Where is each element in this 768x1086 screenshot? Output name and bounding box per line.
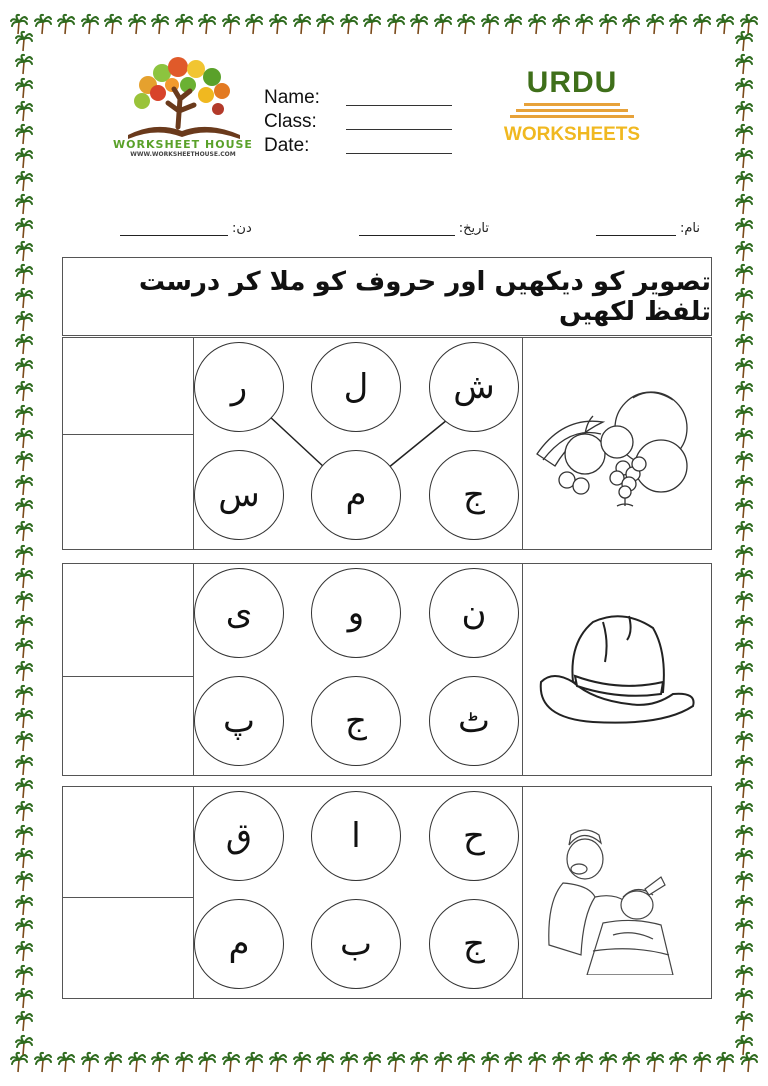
palm-tree-icon [735, 800, 753, 822]
palm-tree-icon [735, 474, 753, 496]
palm-tree-icon [15, 1034, 33, 1056]
picture-panel [522, 787, 711, 998]
name-field[interactable] [346, 93, 452, 106]
letter-circle[interactable]: ا [311, 791, 401, 881]
palm-tree-icon [15, 170, 33, 192]
class-field[interactable] [346, 117, 452, 130]
palm-tree-icon [735, 1034, 753, 1056]
palm-border-bottom [10, 1048, 758, 1076]
letter-circle[interactable]: س [194, 450, 284, 540]
palm-tree-icon [735, 940, 753, 962]
brand-worksheets: WORKSHEETS [503, 124, 641, 145]
palm-tree-icon [575, 1051, 593, 1073]
palm-tree-icon [735, 427, 753, 449]
hat-icon [533, 582, 701, 752]
letter-circle[interactable]: ش [429, 342, 519, 432]
palm-tree-icon [15, 870, 33, 892]
palm-tree-icon [340, 1051, 358, 1073]
palm-tree-icon [151, 1051, 169, 1073]
letter-circle[interactable]: ج [429, 450, 519, 540]
palm-tree-icon [528, 1051, 546, 1073]
palm-tree-icon [363, 1051, 381, 1073]
palm-tree-icon [15, 590, 33, 612]
palm-tree-icon [15, 917, 33, 939]
palm-tree-icon [15, 380, 33, 402]
palm-tree-icon [15, 1010, 33, 1032]
palm-tree-icon [735, 614, 753, 636]
palm-tree-icon [735, 240, 753, 262]
palm-tree-icon [735, 567, 753, 589]
palm-tree-icon [735, 777, 753, 799]
palm-tree-icon [693, 1051, 711, 1073]
palm-tree-icon [735, 100, 753, 122]
palm-tree-icon [735, 333, 753, 355]
palm-tree-icon [646, 13, 664, 35]
name-row [264, 86, 452, 110]
palm-tree-icon [15, 217, 33, 239]
exercise-row-3 [62, 786, 712, 999]
palm-tree-icon [735, 730, 753, 752]
urdu-name-label: نام: [679, 221, 700, 236]
palm-tree-icon [735, 193, 753, 215]
palm-tree-icon [15, 987, 33, 1009]
palm-tree-icon [735, 590, 753, 612]
date-label: Date: [264, 135, 310, 156]
urdu-fields [120, 210, 700, 236]
palm-tree-icon [57, 1051, 75, 1073]
palm-tree-icon [128, 13, 146, 35]
class-row [264, 110, 452, 134]
palm-tree-icon [316, 1051, 334, 1073]
palm-tree-icon [15, 824, 33, 846]
palm-tree-icon [735, 964, 753, 986]
palm-tree-icon [410, 1051, 428, 1073]
palm-tree-icon [735, 824, 753, 846]
palm-tree-icon [15, 754, 33, 776]
palm-tree-icon [15, 497, 33, 519]
picture-panel [522, 564, 711, 775]
palm-tree-icon [15, 637, 33, 659]
letter-circle[interactable]: و [311, 568, 401, 658]
palm-tree-icon [198, 1051, 216, 1073]
urdu-worksheets-brand [492, 66, 652, 146]
worksheet-house-logo [118, 55, 250, 145]
palm-tree-icon [175, 1051, 193, 1073]
palm-tree-icon [175, 13, 193, 35]
palm-tree-icon [735, 53, 753, 75]
palm-tree-icon [151, 13, 169, 35]
exercise-row-1 [62, 337, 712, 550]
letter-circle[interactable]: ح [429, 791, 519, 881]
palm-tree-icon [293, 13, 311, 35]
urdu-name-field[interactable] [596, 210, 700, 236]
exercise-row-2 [62, 563, 712, 776]
palm-tree-icon [735, 847, 753, 869]
palm-tree-icon [622, 13, 640, 35]
letter-circle[interactable]: ر [194, 342, 284, 432]
letter-circle[interactable]: ن [429, 568, 519, 658]
palm-tree-icon [646, 1051, 664, 1073]
logo-url: WWW.WORKSHEETHOUSE.COM [130, 151, 236, 158]
palm-tree-icon [15, 940, 33, 962]
palm-tree-icon [528, 13, 546, 35]
palm-tree-icon [735, 544, 753, 566]
palm-tree-icon [245, 1051, 263, 1073]
palm-tree-icon [15, 427, 33, 449]
palm-tree-icon [735, 357, 753, 379]
palm-tree-icon [269, 13, 287, 35]
tree-icon [128, 57, 240, 139]
instruction-text: تصویر کو دیکھیں اور حروف کو ملا کر درست تلفظ لکھیں [138, 266, 711, 327]
palm-tree-icon [735, 497, 753, 519]
palm-tree-icon [15, 614, 33, 636]
palm-tree-icon [735, 147, 753, 169]
palm-tree-icon [735, 894, 753, 916]
palm-tree-icon [735, 917, 753, 939]
palm-tree-icon [15, 777, 33, 799]
palm-tree-icon [15, 450, 33, 472]
palm-tree-icon [15, 333, 33, 355]
urdu-day-field[interactable] [120, 210, 252, 236]
palm-tree-icon [15, 240, 33, 262]
name-label: Name: [264, 87, 320, 108]
palm-tree-icon [575, 13, 593, 35]
letter-circle[interactable]: م [311, 450, 401, 540]
palm-tree-icon [387, 13, 405, 35]
palm-tree-icon [735, 520, 753, 542]
letter-circle[interactable]: ج [429, 899, 519, 989]
urdu-date-label: تاریخ: [458, 221, 489, 236]
palm-tree-icon [15, 544, 33, 566]
palm-tree-icon [735, 30, 753, 52]
palm-tree-icon [735, 217, 753, 239]
palm-tree-icon [735, 1010, 753, 1032]
palm-tree-icon [457, 1051, 475, 1073]
palm-tree-icon [15, 77, 33, 99]
student-info [264, 86, 452, 158]
letter-circle[interactable]: ٹ [429, 676, 519, 766]
palm-tree-icon [457, 13, 475, 35]
palm-tree-icon [693, 13, 711, 35]
palm-tree-icon [128, 1051, 146, 1073]
palm-tree-icon [669, 1051, 687, 1073]
palm-tree-icon [15, 847, 33, 869]
palm-tree-icon [735, 287, 753, 309]
palm-tree-icon [735, 660, 753, 682]
palm-tree-icon [15, 357, 33, 379]
palm-tree-icon [57, 13, 75, 35]
palm-tree-icon [15, 404, 33, 426]
instruction-box [62, 257, 712, 336]
letter-circle[interactable]: ی [194, 568, 284, 658]
picture-panel [522, 338, 711, 549]
palm-tree-icon [245, 13, 263, 35]
palm-tree-icon [15, 147, 33, 169]
palm-tree-icon [735, 450, 753, 472]
palm-tree-icon [15, 520, 33, 542]
palm-tree-icon [599, 13, 617, 35]
palm-tree-icon [15, 53, 33, 75]
palm-tree-icon [481, 1051, 499, 1073]
palm-tree-icon [735, 754, 753, 776]
palm-tree-icon [222, 1051, 240, 1073]
date-row [264, 134, 452, 158]
logo-name: WORKSHEET HOUSE [113, 138, 253, 151]
palm-tree-icon [410, 13, 428, 35]
palm-tree-icon [363, 13, 381, 35]
palm-tree-icon [387, 1051, 405, 1073]
palm-tree-icon [622, 1051, 640, 1073]
letter-circle[interactable]: ب [311, 899, 401, 989]
palm-tree-icon [504, 1051, 522, 1073]
letter-circle[interactable]: م [194, 899, 284, 989]
letter-circle[interactable]: ق [194, 791, 284, 881]
palm-tree-icon [15, 894, 33, 916]
palm-tree-icon [15, 263, 33, 285]
palm-tree-icon [735, 637, 753, 659]
palm-tree-icon [735, 263, 753, 285]
palm-tree-icon [15, 123, 33, 145]
letter-circle[interactable]: پ [194, 676, 284, 766]
palm-tree-icon [15, 310, 33, 332]
palm-tree-icon [81, 1051, 99, 1073]
class-label: Class: [264, 111, 317, 132]
palm-tree-icon [198, 13, 216, 35]
palm-tree-icon [735, 310, 753, 332]
palm-border-top [10, 10, 758, 38]
palm-tree-icon [15, 30, 33, 52]
palm-tree-icon [222, 13, 240, 35]
palm-tree-icon [34, 13, 52, 35]
palm-tree-icon [15, 730, 33, 752]
palm-tree-icon [15, 660, 33, 682]
palm-tree-icon [434, 13, 452, 35]
answer-box[interactable] [63, 787, 194, 998]
palm-border-right [732, 30, 756, 1056]
palm-tree-icon [269, 1051, 287, 1073]
palm-tree-icon [735, 870, 753, 892]
palm-tree-icon [735, 170, 753, 192]
palm-tree-icon [735, 123, 753, 145]
brand-bars [492, 103, 652, 118]
urdu-date-field[interactable] [359, 210, 489, 236]
palm-tree-icon [735, 77, 753, 99]
palm-tree-icon [552, 1051, 570, 1073]
fruits-icon [533, 356, 701, 526]
palm-tree-icon [293, 1051, 311, 1073]
urdu-day-label: دن: [232, 221, 252, 236]
palm-tree-icon [15, 193, 33, 215]
palm-tree-icon [15, 287, 33, 309]
brand-urdu: URDU [526, 66, 618, 99]
answer-box[interactable] [63, 564, 194, 775]
palm-tree-icon [735, 380, 753, 402]
palm-tree-icon [15, 800, 33, 822]
palm-tree-icon [735, 987, 753, 1009]
palm-tree-icon [669, 13, 687, 35]
palm-tree-icon [15, 567, 33, 589]
palm-tree-icon [15, 474, 33, 496]
palm-tree-icon [15, 964, 33, 986]
palm-tree-icon [481, 13, 499, 35]
palm-tree-icon [434, 1051, 452, 1073]
palm-tree-icon [340, 13, 358, 35]
palm-tree-icon [735, 684, 753, 706]
palm-tree-icon [104, 13, 122, 35]
palm-border-left [12, 30, 36, 1056]
palm-tree-icon [735, 707, 753, 729]
palm-tree-icon [15, 707, 33, 729]
palm-tree-icon [15, 100, 33, 122]
palm-tree-icon [552, 13, 570, 35]
palm-tree-icon [735, 404, 753, 426]
palm-tree-icon [104, 1051, 122, 1073]
letter-circle[interactable]: ج [311, 676, 401, 766]
palm-tree-icon [599, 1051, 617, 1073]
palm-tree-icon [316, 13, 334, 35]
palm-tree-icon [504, 13, 522, 35]
palm-tree-icon [81, 13, 99, 35]
palm-tree-icon [34, 1051, 52, 1073]
logo-text [108, 138, 258, 158]
date-field[interactable] [346, 141, 452, 154]
letter-circle[interactable]: ل [311, 342, 401, 432]
palm-tree-icon [15, 684, 33, 706]
barber-icon [533, 805, 701, 975]
